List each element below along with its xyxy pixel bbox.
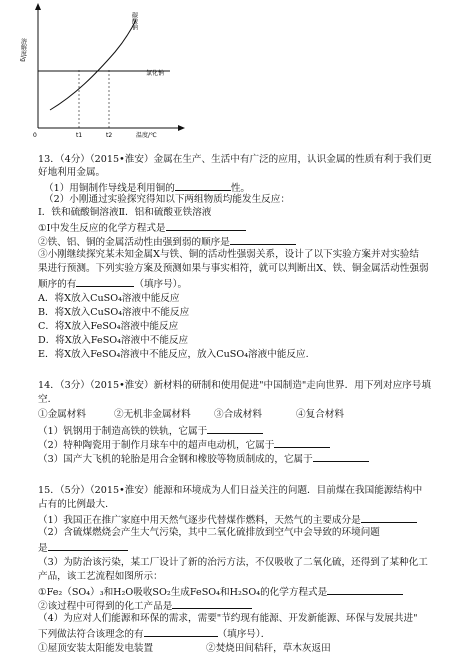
origin-label: 0	[33, 132, 37, 139]
x-axis-arrow	[178, 125, 185, 131]
q13-option-e: E．将X放入FeSO₄溶液中不能反应，放入CuSO₄溶液中能反应.	[38, 349, 309, 360]
answer-blank[interactable]	[361, 513, 417, 523]
q15-line8: ①Fe₂（SO₄）₃和H₂O吸收SO₂生成FeSO₄和H₂SO₄的化学方程式是	[38, 585, 403, 599]
q13-line10: 顺序的有 （填序号）。	[38, 279, 188, 290]
q15-line2: 占有的比例最大．	[38, 499, 115, 510]
answer-blank[interactable]	[166, 221, 246, 231]
q15-option-2: ②焚烧田间秸秆，草木灰返田	[206, 643, 331, 654]
q14-sub2: （2）特种陶瓷用于制作月球车中的超声电动机，它属于	[38, 438, 330, 452]
t2-label: t2	[106, 132, 113, 139]
na2co3-curve	[50, 20, 136, 110]
q13-line8: ③小刚继续探究某未知金属X与铁、铜的活动性强弱关系，设计了以下实验方案并对实验结	[38, 249, 419, 260]
y-axis-label: 溶解度/g	[20, 38, 27, 62]
q13-line2: 好地利用金属。	[38, 167, 106, 178]
q13-line5: Ⅰ．铁和硫酸铜溶液Ⅱ．铝和硫酸亚铁溶液	[38, 207, 212, 218]
q15-line4: （2）含硫煤燃烧会产生大气污染，其中二氧化硫排放到空气中会导致的环境问题	[38, 527, 380, 538]
q15-line11: 下列做法符合该理念的有 （填序号）．	[38, 629, 271, 640]
q15-line12	[38, 643, 331, 655]
answer-blank[interactable]	[274, 438, 330, 448]
q13-line1: 13．（4分）（2015•淮安）金属在生产、生活中有广泛的应用，认识金属的性质有利于我们更	[38, 154, 432, 165]
answer-blank[interactable]	[327, 585, 403, 595]
q14-option-1: ①金属材料	[38, 409, 86, 420]
q15-line9: ②该过程中可得到的化工产品是	[38, 599, 252, 613]
answer-blank[interactable]	[144, 627, 218, 637]
q13-option-b: B．将X放入CuSO₄溶液中不能反应	[38, 307, 190, 318]
answer-blank[interactable]	[76, 277, 134, 287]
q13-option-c: C．将X放入FeSO₄溶液中能反应	[38, 321, 179, 332]
na2co3-label: 碳酸钠	[130, 12, 138, 30]
q14-line1: 14．（3分）（2015•淮安）新材料的研制和使用促进"中国制造"走向世界．用下列对应序号填	[38, 380, 431, 391]
q15-option-1: ①屋顶安装太阳能发电装置	[38, 643, 154, 654]
q13-line3: （1）用铜制作导线是利用铜的 性。	[44, 183, 251, 194]
q13-option-d: D．将X放入FeSO₄溶液中不能反应	[38, 335, 189, 346]
q15-line6: （3）为防治该污染，某工厂设计了新的治污方法，不仅吸收了二氧化硫，还得到了某种化工	[38, 557, 428, 568]
q15-line5: 是	[38, 541, 128, 555]
q13-line4: （2）小刚通过实验探究得知以下两组物质均能发生反应：	[44, 194, 290, 205]
q15-line7: 产品，该工艺流程如图所示：	[38, 571, 163, 582]
answer-blank[interactable]	[48, 541, 128, 551]
q13-line9: 果进行预测。下列实验方案及预测如果与事实相符，就可以判断出X、铁、铜金属活动性强弱	[38, 263, 429, 274]
q14-option-2: ②无机非金属材料	[114, 409, 191, 420]
q14-sub1: （1）钒钢用于制造高铁的铁轨，它属于	[38, 424, 263, 438]
q14-sub3: （3）国产大飞机的轮胎是用合金钢和橡胶等物质制成的，它属于	[38, 452, 369, 466]
answer-blank[interactable]	[230, 235, 296, 245]
answer-blank[interactable]	[172, 599, 252, 609]
y-axis-arrow	[35, 3, 41, 10]
answer-blank[interactable]	[207, 424, 263, 434]
x-axis-label: 温度/℃	[136, 132, 157, 139]
q15-line1: 15．（5分）（2015•淮安）能源和环境成为人们日益关注的问题．目前煤在我国能源结构中	[38, 485, 423, 496]
q14-options	[38, 409, 344, 421]
q14-line2: 空．	[38, 394, 58, 405]
t1-label: t1	[76, 132, 83, 139]
q13-option-a: A．将X放入CuSO₄溶液中能反应	[38, 293, 180, 304]
q14-option-4: ④复合材料	[296, 409, 344, 420]
solubility-graph	[20, 0, 200, 150]
nacl-label: 氯化钠	[146, 70, 165, 77]
q15-line10: （4）为应对人们能源和环保的需求，需要"节约现有能源、开发新能源、环保与发展共进"	[38, 613, 418, 624]
answer-blank[interactable]	[313, 452, 369, 462]
q15-line3: （1）我国正在推广家庭中用天然气逐步代替煤作燃料，天然气的主要成分是	[38, 513, 417, 527]
answer-blank[interactable]	[175, 181, 231, 191]
q13-line7: ②铁、铝、铜的金属活动性由强到弱的顺序是	[38, 235, 296, 249]
q14-option-3: ③合成材料	[214, 409, 262, 420]
q13-line6: ①Ⅰ中发生反应的化学方程式是	[38, 221, 246, 235]
